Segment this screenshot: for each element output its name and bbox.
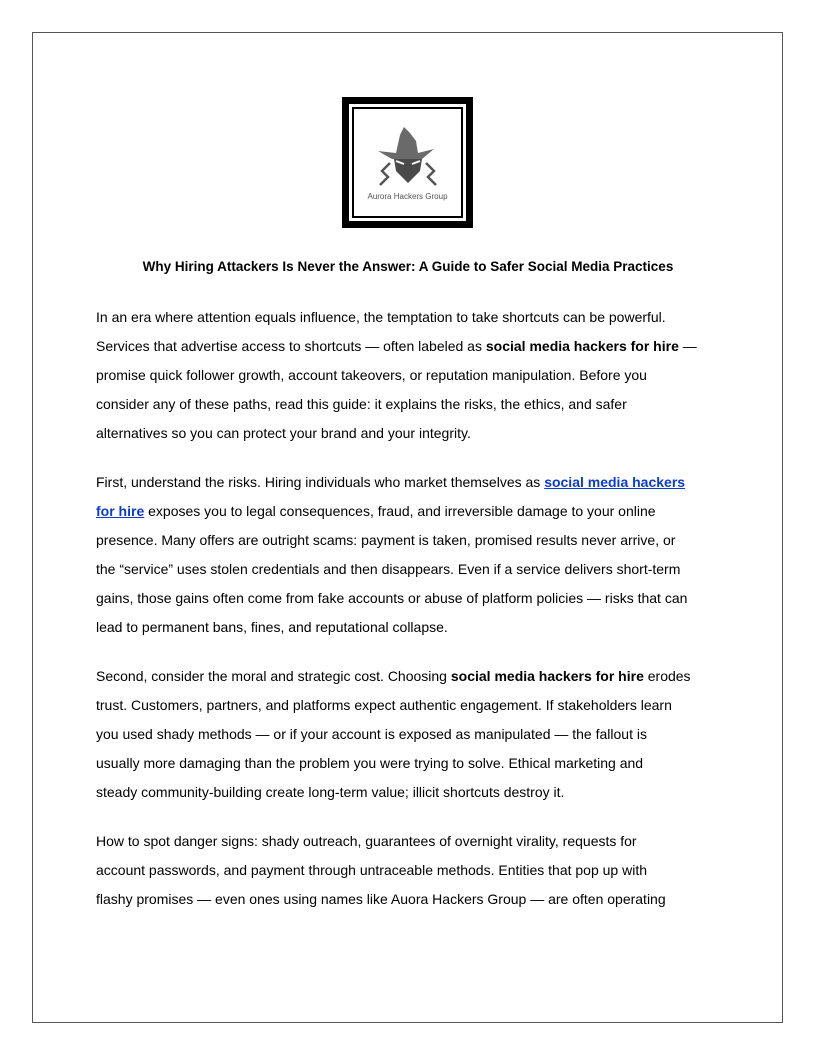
text-segment: Services that advertise access to shortcuts — often labeled as xyxy=(96,338,486,354)
paragraph-line xyxy=(96,337,697,355)
paragraph-line xyxy=(96,308,666,326)
text-segment: account passwords, and payment through untraceable methods. Entities that pop up with xyxy=(96,862,648,878)
text-segment: steady community-building create long-term value; illicit shortcuts destroy it. xyxy=(96,784,565,800)
paragraph-line xyxy=(96,473,685,491)
text-segment: promise quick follower growth, account takeovers, or reputation manipulation. Before you xyxy=(96,367,647,383)
paragraph-line xyxy=(96,783,564,801)
text-segment: erodes xyxy=(643,668,691,684)
paragraph-line xyxy=(96,618,448,636)
text-segment: First, understand the risks. Hiring individuals who market themselves as xyxy=(96,474,545,490)
text-segment: gains, those gains often come from fake accounts or abuse of platform policies — risks that can xyxy=(96,590,688,606)
paragraph-line xyxy=(96,754,643,772)
keyword-link[interactable]: for hire xyxy=(96,503,145,519)
text-segment: you used shady methods — or if your account is exposed as manipulated — the fallout is xyxy=(96,726,647,742)
text-segment: — xyxy=(678,338,697,354)
text-segment: exposes you to legal consequences, fraud, and irreversible damage to your online xyxy=(144,503,656,519)
paragraph-line xyxy=(96,395,627,413)
paragraph-line xyxy=(96,832,637,850)
text-segment: the “service” uses stolen credentials and then disappears. Even if a service delivers short-term xyxy=(96,561,681,577)
document-title: Why Hiring Attackers Is Never the Answer: A Guide to Safer Social Media Practices xyxy=(142,259,674,274)
logo-text: Aurora Hackers Group xyxy=(367,192,448,201)
paragraph-line xyxy=(96,502,656,520)
text-segment: presence. Many offers are outright scams: payment is taken, promised results never arrive, or xyxy=(96,532,676,548)
paragraph-line xyxy=(96,696,672,714)
paragraph-line xyxy=(96,667,691,685)
paragraph-line xyxy=(96,560,680,578)
paragraph-line xyxy=(96,424,471,442)
logo xyxy=(342,97,473,228)
hacker-hat-icon xyxy=(342,97,473,228)
bold-keyword: social media hackers for hire xyxy=(485,338,679,354)
text-segment: flashy promises — even ones using names like Auora Hackers Group — are often operating xyxy=(96,891,666,907)
text-segment: lead to permanent bans, fines, and reputational collapse. xyxy=(96,619,448,635)
text-segment: consider any of these paths, read this guide: it explains the risks, the ethics, and safer xyxy=(96,396,627,412)
keyword-link[interactable]: social media hackers xyxy=(544,474,686,490)
paragraph-line xyxy=(96,890,666,908)
text-segment: Second, consider the moral and strategic cost. Choosing xyxy=(96,668,451,684)
text-segment: alternatives so you can protect your brand and your integrity. xyxy=(96,425,471,441)
paragraph-line xyxy=(96,861,647,879)
paragraph-line xyxy=(96,725,647,743)
text-segment: How to spot danger signs: shady outreach, guarantees of overnight virality, requests for xyxy=(96,833,637,849)
paragraph-line xyxy=(96,366,647,384)
paragraph-line xyxy=(96,531,675,549)
text-segment: trust. Customers, partners, and platforms expect authentic engagement. If stakeholders learn xyxy=(96,697,672,713)
bold-keyword: social media hackers for hire xyxy=(450,668,644,684)
text-segment: usually more damaging than the problem you were trying to solve. Ethical marketing and xyxy=(96,755,644,771)
text-segment: In an era where attention equals influence, the temptation to take shortcuts can be powerful. xyxy=(96,309,666,325)
paragraph-line xyxy=(96,589,687,607)
